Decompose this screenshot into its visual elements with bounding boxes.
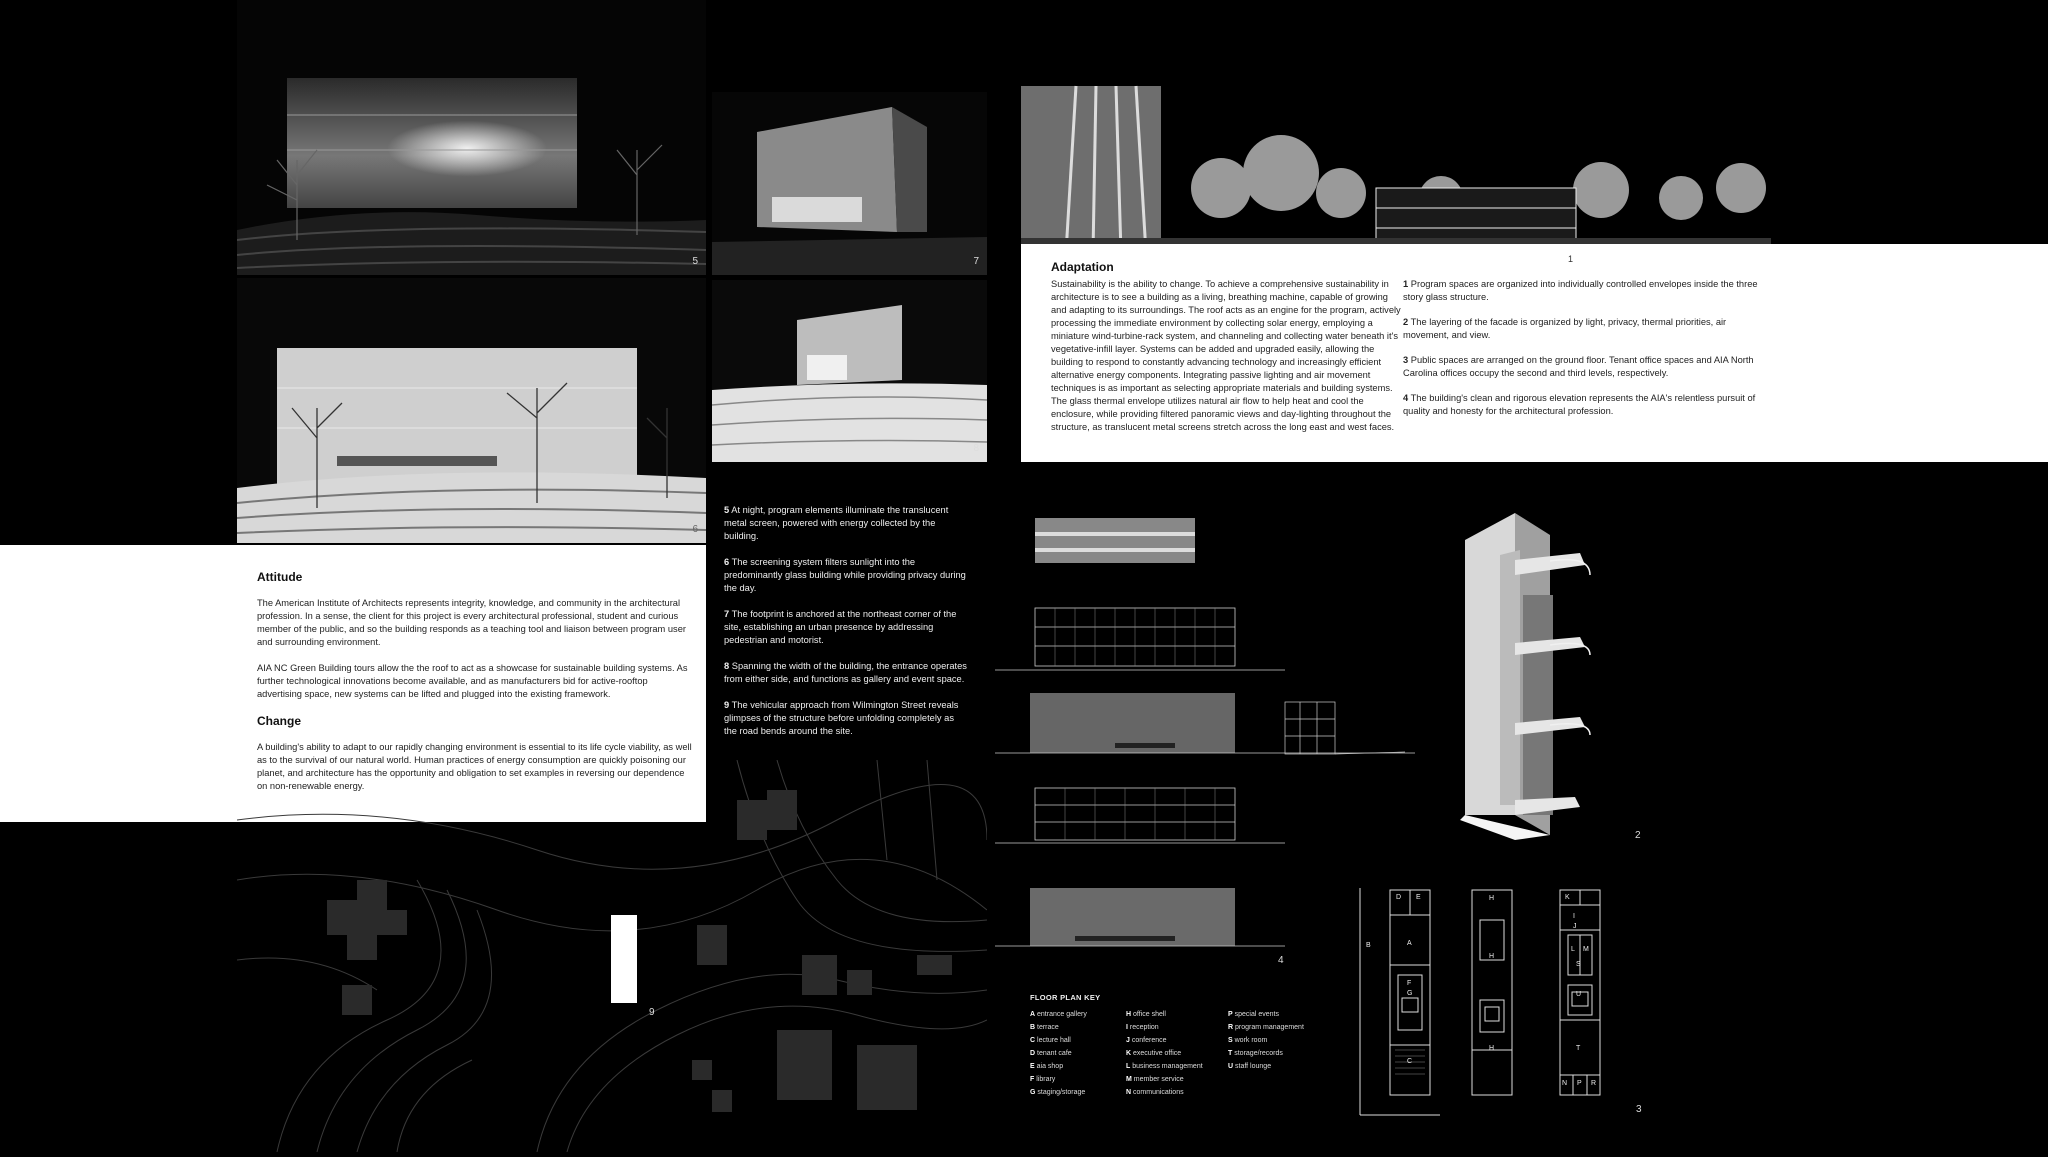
caption: 7 The footprint is anchored at the northeast corner of the site, establishing an urban presence by addressing pedestrian and motorist. bbox=[724, 609, 957, 645]
model-photo-night-perspective bbox=[712, 92, 987, 275]
model-photo-night-front bbox=[237, 0, 706, 275]
key-item: R program management bbox=[1228, 1024, 1304, 1031]
key-item: U staff lounge bbox=[1228, 1063, 1272, 1070]
room-label: H bbox=[1489, 953, 1495, 960]
room-label: G bbox=[1407, 990, 1413, 997]
adaptation-note: 4 The building's clean and rigorous elevation represents the AIA's relentless pursuit of quality and honesty for the architectural profession. bbox=[1403, 393, 1756, 416]
key-column bbox=[1228, 1008, 1328, 1073]
room-label: P bbox=[1577, 1080, 1582, 1087]
caption: 5 At night, program elements illuminate the translucent metal screen, powered with energy collected by the building. bbox=[724, 505, 949, 541]
key-item: F library bbox=[1030, 1076, 1056, 1083]
adaptation-body: Sustainability is the ability to change. To achieve a comprehensive sustainability in architecture is to see a building as a living, breathing machine, capable of growing and adapting to its surroundings. The roof acts as an engine for the program, actively processing the immediate environment by collecting solar energy, employing a miniature wind-turbine-rack system, and channeling and collecting water beneath it's vegetative-infill layer. Systems can be added and upgraded easily, allowing the building to respond to constantly advancing technology and increasingly efficient alternative energy components. Integrating passive lighting and air movement techniques is as important as selecting appropriate materials and building systems. The glass thermal envelope utilizes natural air flow to help heat and cool the enclosure, while providing filtered panoramic views and day-lighting throughout the structure, as translucent metal screens stretch across the long east and west faces. bbox=[1051, 279, 1401, 432]
change-heading: Change bbox=[257, 714, 302, 728]
figure-number: 7 bbox=[973, 256, 979, 267]
figure-number: 6 bbox=[692, 524, 698, 535]
key-item: N communications bbox=[1126, 1089, 1184, 1096]
key-item: E aia shop bbox=[1030, 1063, 1064, 1070]
room-label: N bbox=[1562, 1080, 1568, 1087]
change-paragraph: A building's ability to adapt to our rapidly changing environment is essential to its life cycle viability, as well as to the survival of our natural world. Human practices of energy consumption are quickly poisoning our planet, and architecture has the opportunity and obligation to set examples in reversing our dependence on non-renewable energy. bbox=[257, 742, 692, 791]
caption: 9 The vehicular approach from Wilmington Street reveals glimpses of the structure before unfolding completely as the road bends around the site. bbox=[724, 700, 959, 736]
room-label: S bbox=[1576, 961, 1581, 968]
room-label: B bbox=[1366, 942, 1371, 949]
adaptation-panel bbox=[1021, 244, 2048, 462]
key-column bbox=[1126, 1008, 1226, 1099]
key-item: B terrace bbox=[1030, 1024, 1059, 1031]
room-label: T bbox=[1576, 1045, 1581, 1052]
room-label: D bbox=[1396, 894, 1402, 901]
figure-number: 2 bbox=[1635, 830, 1641, 841]
figure-number: 5 bbox=[692, 256, 698, 267]
room-label: L bbox=[1571, 946, 1575, 953]
room-label: U bbox=[1576, 991, 1582, 998]
attitude-paragraph: The American Institute of Architects represents integrity, knowledge, and community in the architectural profession. In a sense, the client for this project is every architectural professional, student and curious member of the public, and so the building responds as a teaching tool and liaison between program user and surrounding environment. bbox=[257, 598, 686, 647]
key-item: J conference bbox=[1126, 1037, 1167, 1044]
key-item: H office shell bbox=[1126, 1011, 1166, 1018]
room-label: R bbox=[1591, 1080, 1597, 1087]
floor-plans bbox=[1350, 880, 1650, 1120]
facade-axonometric bbox=[1440, 505, 1660, 845]
key-item: I reception bbox=[1126, 1024, 1159, 1031]
floor-plan-key bbox=[1030, 993, 1330, 1096]
key-item: C lecture hall bbox=[1030, 1037, 1071, 1044]
model-photo-day-perspective bbox=[712, 280, 987, 462]
attitude-heading: Attitude bbox=[257, 570, 303, 584]
figure-number: 8 bbox=[973, 443, 979, 454]
site-panorama bbox=[1021, 78, 1771, 253]
room-label: K bbox=[1565, 894, 1570, 901]
key-item: T storage/records bbox=[1228, 1050, 1283, 1057]
attitude-paragraph: AIA NC Green Building tours allow the the roof to act as a showcase for sustainable building systems. As further technological innovations become available, and as manufacturers bid for active-rooftop advertising space, new systems can be lifted and plugged into the existing framework. bbox=[257, 663, 688, 699]
adaptation-note: 2 The layering of the facade is organized by light, privacy, thermal priorities, air movement, and view. bbox=[1403, 317, 1727, 340]
key-item: G staging/storage bbox=[1030, 1089, 1086, 1096]
key-item: L business management bbox=[1126, 1063, 1203, 1070]
floor-plan-key-title: FLOOR PLAN KEY bbox=[1030, 993, 1101, 1002]
room-label: E bbox=[1416, 894, 1421, 901]
figure-number: 1 bbox=[1568, 254, 1574, 264]
caption: 8 Spanning the width of the building, the entrance operates from either side, and functions as gallery and event space. bbox=[724, 661, 967, 684]
key-item: M member service bbox=[1126, 1076, 1184, 1083]
room-label: C bbox=[1407, 1058, 1413, 1065]
key-item: P special events bbox=[1228, 1011, 1279, 1018]
key-item: K executive office bbox=[1126, 1050, 1182, 1057]
adaptation-note: 3 Public spaces are arranged on the ground floor. Tenant office spaces and AIA North Carolina offices occupy the second and third levels, respectively. bbox=[1403, 355, 1754, 378]
adaptation-note: 1 Program spaces are organized into individually controlled envelopes inside the three story glass structure. bbox=[1403, 279, 1758, 302]
figure-number: 9 bbox=[649, 1007, 655, 1018]
photo-captions bbox=[724, 504, 969, 738]
adaptation-heading: Adaptation bbox=[1051, 260, 1114, 274]
room-label: F bbox=[1407, 980, 1412, 987]
room-label: H bbox=[1489, 1045, 1495, 1052]
model-photo-day-front bbox=[237, 278, 706, 543]
room-label: A bbox=[1407, 940, 1412, 947]
figure-number: 3 bbox=[1636, 1104, 1642, 1115]
room-label: M bbox=[1583, 946, 1589, 953]
room-label: J bbox=[1573, 923, 1577, 930]
site-plan bbox=[237, 760, 987, 1152]
room-label: I bbox=[1573, 913, 1575, 920]
key-column bbox=[1030, 1008, 1126, 1099]
caption: 6 The screening system filters sunlight into the predominantly glass building while providing privacy during the day. bbox=[724, 557, 966, 593]
adaptation-notes bbox=[1403, 278, 1758, 418]
key-item: D tenant cafe bbox=[1030, 1050, 1072, 1057]
key-item: S work room bbox=[1228, 1037, 1268, 1044]
key-item: A entrance gallery bbox=[1030, 1011, 1087, 1018]
room-label: H bbox=[1489, 895, 1495, 902]
figure-number: 4 bbox=[1278, 955, 1284, 966]
